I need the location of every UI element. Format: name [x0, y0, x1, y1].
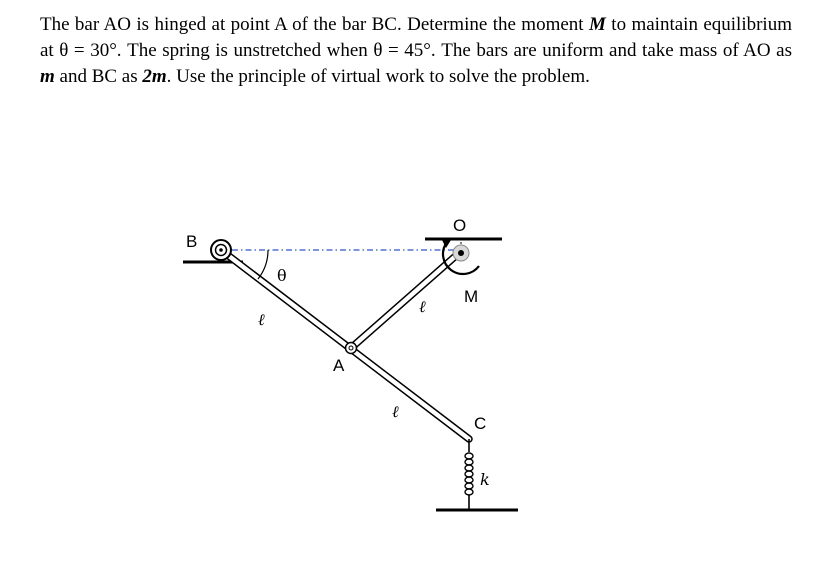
label-length-ba: ℓ — [258, 310, 265, 329]
label-length-ac: ℓ — [392, 402, 399, 421]
problem-text-4: . Use the principle of virtual work to solve the problem. — [166, 66, 590, 87]
mass-bc-symbol: 2m — [142, 66, 167, 87]
label-m: M — [464, 287, 479, 306]
label-theta: θ — [277, 266, 287, 285]
label-a: A — [333, 356, 345, 375]
bar-ao-inner — [351, 253, 459, 348]
moment-symbol: M — [588, 14, 606, 35]
label-spring-k: k — [480, 470, 490, 489]
hinge-o-center — [458, 250, 464, 256]
label-b: B — [186, 232, 198, 251]
problem-text-3: and BC as — [54, 66, 143, 87]
label-c: C — [474, 414, 487, 433]
problem-text-1: The bar AO is hinged at point A of the bar BC. Determine the moment — [40, 14, 589, 35]
label-length-ao: ℓ — [419, 297, 426, 316]
label-o: O — [453, 216, 467, 235]
spring-k — [465, 453, 473, 495]
mass-ao-symbol: m — [40, 66, 55, 87]
pin-a-center — [349, 346, 353, 350]
problem-text-2: to maintain equilibrium at θ = 30°. The spring is unstretched when θ = 45°. The bars are uniform and take mass of AO as — [40, 14, 792, 61]
pin-b-center — [219, 248, 223, 252]
